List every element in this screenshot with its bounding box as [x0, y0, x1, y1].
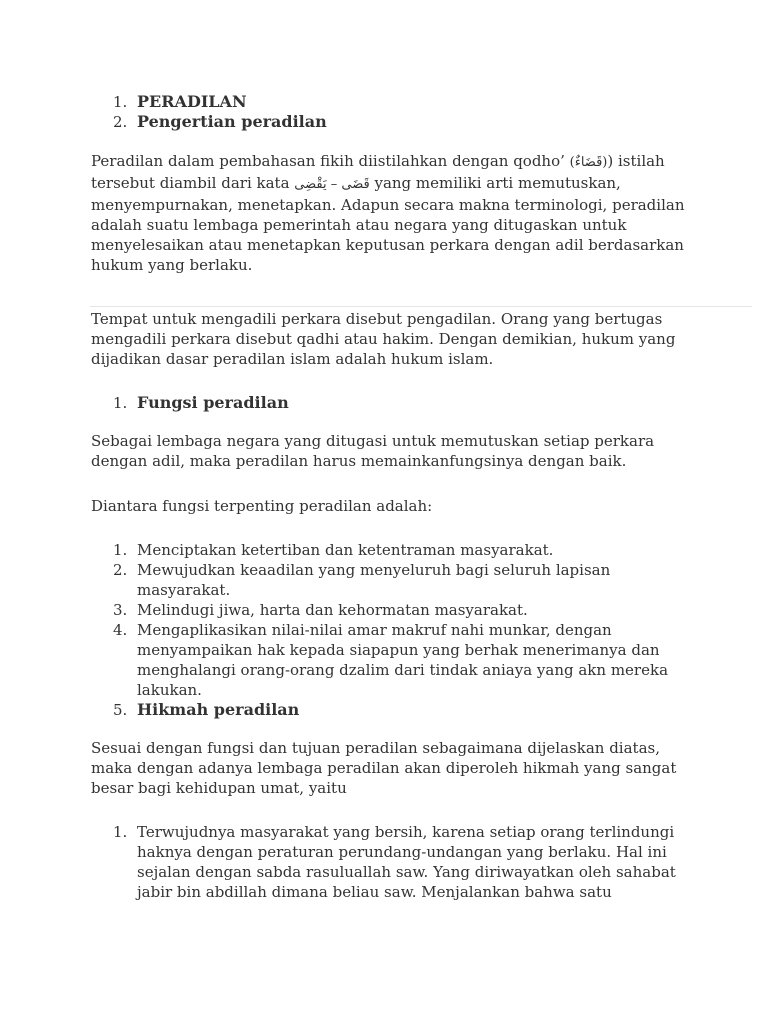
- heading-hikmah: Hikmah peradilan: [137, 700, 300, 719]
- heading-peradilan: PERADILAN: [137, 92, 247, 111]
- paragraph-text: Peradilan dalam pembahasan fikih diistilahkan dengan qodho’: [91, 152, 570, 170]
- paragraph-hikmah-intro: Sesuai dengan fungsi dan tujuan peradilan sebagaimana dijelaskan diatas, maka dengan adanya lembaga peradilan akan diperoleh hikmah yang sangat besar bagi kehidupan umat, yaitu: [91, 739, 677, 797]
- list-item-text: Mewujudkan keaadilan yang menyeluruh bagi seluruh lapisan masyarakat.: [137, 561, 611, 599]
- list-number: 1.: [113, 394, 128, 412]
- list-number: 3.: [113, 601, 128, 619]
- paragraph-tempat: Tempat untuk mengadili perkara disebut pengadilan. Orang yang bertugas mengadili perkara disebut qadhi atau hakim. Dengan demikian, hukum yang dijadikan dasar peradilan islam adalah hukum islam.: [91, 310, 676, 368]
- list-item: [91, 700, 691, 720]
- list-item: [91, 540, 691, 560]
- list-item: [91, 600, 691, 620]
- list-item: [91, 822, 691, 902]
- list-number: 1.: [113, 541, 128, 559]
- list-number: 5.: [113, 701, 128, 719]
- list-item: [91, 393, 691, 413]
- paragraph-pengertian: [91, 151, 691, 275]
- list-item-text: Menciptakan ketertiban dan ketentraman masyarakat.: [137, 541, 554, 559]
- list-number: 2.: [113, 113, 128, 131]
- list-number: 4.: [113, 621, 128, 639]
- list-number: 1.: [113, 93, 128, 111]
- list-item-text: Terwujudnya masyarakat yang bersih, karena setiap orang terlindungi haknya dengan peraturan perundang-undangan yang berlaku. Hal ini sejalan dengan sabda rasuluallah saw. Yang diriwayatkan oleh sahabat jabir bin abdillah dimana beliau saw. Menjalankan bahwa satu: [137, 823, 676, 901]
- arabic-term-qadha: (قَضَاءٌ): [569, 155, 608, 170]
- hikmah-list: [91, 822, 691, 902]
- list-item: [91, 560, 691, 600]
- paragraph-text: yang memiliki arti memutuskan, menyempurnakan, menetapkan. Adapun secara makna terminologi, peradilan adalah suatu lembaga pemerintah atau negara yang ditugaskan untuk menyelesaikan atau menetapkan keputusan perkara dengan adil berdasarkan hukum yang berlaku.: [91, 174, 685, 274]
- paragraph-fungsi-intro: Sebagai lembaga negara yang ditugasi untuk memutuskan setiap perkara dengan adil, maka peradilan harus memainkanfungsinya dengan baik.: [91, 432, 655, 470]
- list-item-text: Melindugi jiwa, harta dan kehormatan masyarakat.: [137, 601, 528, 619]
- divider: [90, 306, 752, 307]
- paragraph-text: ) istilah tersebut diambil dari kata: [91, 152, 665, 192]
- fungsi-heading-list: [91, 393, 691, 413]
- title-list: [91, 92, 691, 132]
- paragraph-diantara: Diantara fungsi terpenting peradilan adalah:: [91, 497, 433, 515]
- list-number: 1.: [113, 823, 128, 841]
- fungsi-list: [91, 540, 691, 720]
- heading-fungsi: Fungsi peradilan: [137, 393, 289, 412]
- list-item: [91, 620, 691, 700]
- list-number: 2.: [113, 561, 128, 579]
- list-item-text: Mengaplikasikan nilai-nilai amar makruf nahi munkar, dengan menyampaikan hak kepada siapapun yang berhak menerimanya dan menghalangi orang-orang dzalim dari tindak aniaya yang akn mereka lakukan.: [137, 621, 669, 699]
- arabic-term-qadha-yaqdhi: قَضَى – يَقْضِى: [294, 177, 370, 192]
- list-item: [91, 112, 691, 132]
- heading-pengertian: Pengertian peradilan: [137, 112, 327, 131]
- list-item: [91, 92, 691, 112]
